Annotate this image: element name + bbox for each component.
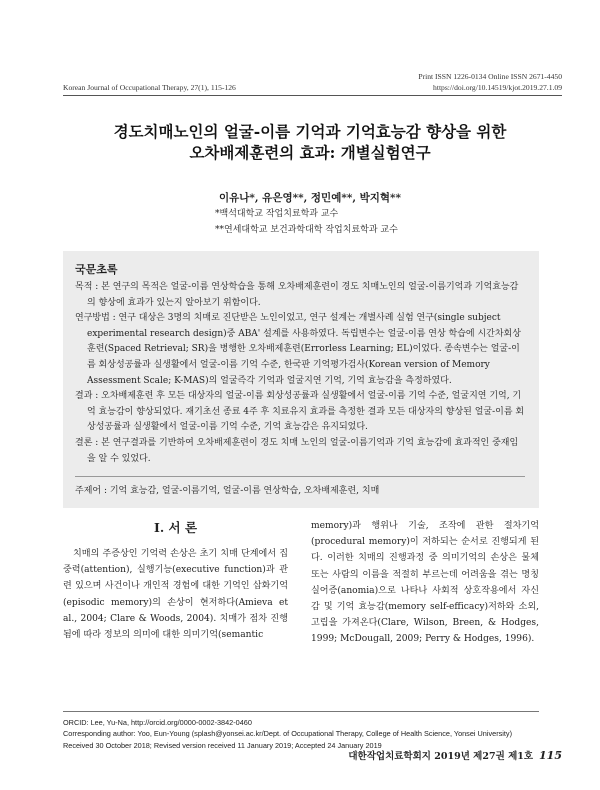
page-number: 115	[539, 749, 562, 762]
abstract-purpose: 목적 : 본 연구의 목적은 얼굴-이름 연상학습을 통해 오차배제훈련이 경도 치매노인의 얼굴-이름기억과 기억효능감의 향상에 효과가 있는지 알아보기 위함이다.	[75, 282, 519, 308]
affiliations	[215, 206, 398, 238]
title-line-2: 오차배제훈련의 효과: 개별실험연구	[189, 143, 431, 162]
abstract-methods: 연구방법 : 연구 대상은 3명의 치매로 진단받은 노인이었고, 연구 설계는 개별사례 실험 연구(single subject experimental research design)중 ABA' 설계를 사용하였다. 독립변수는 얼굴-이름 연상 학습에 시간차회상훈련(Spaced Retrieval; SR)을 병행한 오차배제훈련(Errorless Learning; EL)이었다. 종속변수는 얼굴-이름 회상성공률과 실생활에서 얼굴-이름 기억 수준, 한국판 기억평가검사(Korean version of Memory Assessment Scale; K-MAS)의 얼굴즉각 기억과 얼굴지연 기억, 기억 효능감을 측정하였다.	[75, 313, 521, 386]
body-column-right	[311, 518, 539, 648]
footnote-corresponding-author: Corresponding author: Yoo, Eun-Young (splash@yonsei.ac.kr/Dept. of Occupational Therapy, College of Health Science, Yonsei University)	[63, 729, 512, 739]
abstract-results: 결과 : 오차배제훈련 후 모든 대상자의 얼굴-이름 회상성공률과 실생활에서 얼굴-이름 기억 수준, 얼굴지연 기억, 기억 효능감이 향상되었다. 재기초선 종료 4주 후 치료유지 효과를 측정한 결과 모든 대상자의 향상된 얼굴-이름 회상성공률과 실생활에서 얼굴-이름 기억 수준, 기억 효능감은 유지되었다.	[75, 391, 525, 433]
abstract-conclusion: 결론 : 본 연구결과를 기반하여 오차배제훈련이 경도 치매 노인의 얼굴-이름기억과 기억 효능감에 효과적인 중재임을 알 수 있었다.	[75, 437, 519, 464]
section-title-introduction: Ⅰ. 서 론	[153, 520, 198, 535]
abstract-heading: 국문초록	[75, 263, 118, 276]
footnote-orcid: ORCID: Lee, Yu-Na, http://orcid.org/0000-0002-3842-0460	[63, 718, 252, 727]
intro-paragraph-1: 치매의 주증상인 기억력 손상은 초기 치매 단계에서 집중력(attention), 실행기능(executive function)과 관련 있으며 사건이나 개인적 경험에 대한 기억인 삽화기억(episodic memory)의 손상이 현저하다(Amieva et al., 2004; Clare & Woods, 2004). 치매가 점차 진행됨에 따라 정보의 의미에 대한 의미기억(semantic	[63, 549, 288, 641]
title-line-1: 경도치매노인의 얼굴-이름 기억과 기억효능감 향상을 위한	[113, 122, 507, 141]
header-issn-doi	[418, 72, 562, 93]
footer-journal-issue: 대한작업치료학회지 2019년 제27권 제1호	[348, 751, 534, 762]
affiliation-1: *백석대학교 작업치료학과 교수	[215, 209, 339, 219]
paper-title	[60, 121, 560, 163]
abstract-keywords: 주제어 : 기억 효능감, 얼굴-이름기억, 얼굴-이름 연상학습, 오차배제훈련, 치매	[75, 486, 380, 497]
doi-link[interactable]: https://doi.org/10.14519/kjot.2019.27.1.09	[433, 82, 562, 92]
intro-paragraph-continued: memory)과 행위나 기술, 조작에 관한 절차기억(procedural memory)이 저하되는 순서로 진행되게 된다. 이러한 치매의 진행과정 중 의미기억의 손상은 물체 또는 사람의 이름을 적절히 부르는데 어려움을 겪는 명칭 실어증(anomia)으로 나타나 사회적 상호작용에서 자신감 및 기억 효능감(memory self-efficacy)저하와 소외, 고립을 가져온다(Clare, Wilson, Breen, & Hodges, 1999; McDougall, 2009; Perry & Hodges, 1996).	[311, 521, 539, 645]
abstract-box	[63, 251, 539, 508]
abstract-divider	[75, 476, 525, 477]
page-footer	[348, 748, 562, 762]
footnote-received: Received 30 October 2018; Revised version received 11 January 2019; Accepted 24 January 2019	[63, 740, 382, 750]
issn-line: Print ISSN 1226-0134 Online ISSN 2671-4450	[418, 72, 562, 81]
author-list: 이유나*, 유은영**, 정민예**, 박지혁**	[218, 192, 402, 204]
affiliation-2: **연세대학교 보건과학대학 작업치료학과 교수	[215, 225, 398, 235]
footnote-divider	[63, 711, 539, 712]
body-column-left	[63, 518, 288, 643]
footnotes	[63, 717, 512, 751]
header-divider	[63, 95, 562, 96]
journal-citation: Korean Journal of Occupational Therapy, 27(1), 115-126	[63, 83, 236, 92]
